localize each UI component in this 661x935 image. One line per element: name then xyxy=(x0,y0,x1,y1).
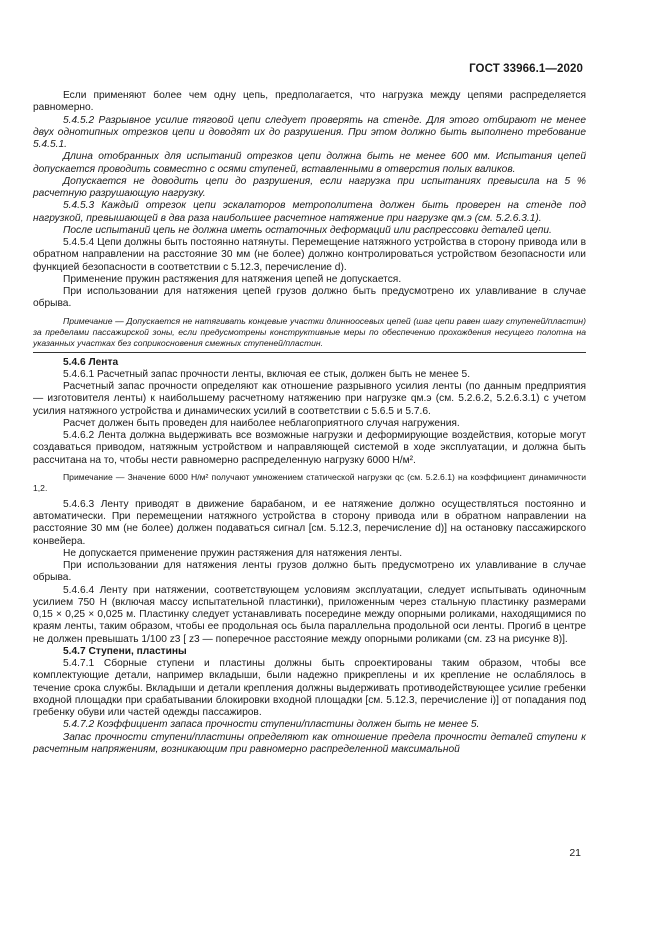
paragraph: Не допускается применение пружин растяжения для натяжения ленты. xyxy=(63,547,403,559)
divider-rule xyxy=(33,352,586,353)
clause-5-4-6-2: 5.4.6.2 Лента должна выдерживать все возможные нагрузки и деформирующие воздействия, которые могут создаваться приводом, натяжным устройством и направляющей системой в ходе эксплуатации, и должна быть рассчитана на то, чтобы нести равномерно распределенную нагрузку 6000 Н/м². xyxy=(33,430,586,466)
paragraph: Если применяют более чем одну цепь, предполагается, что нагрузка между цепями распределяется равномерно. xyxy=(33,90,586,114)
note: Примечание — Допускается не натягивать концевые участки длинноосевых цепей (шаг цепи равен шагу ступеней/пластин) за пределами пассажирской зоны, если предусмотрены конструктивные меры по обеспечению прохождения несущего полотна на указанных участках без соприкосновения смежных ступеней/пластин. xyxy=(33,315,586,348)
paragraph: После испытаний цепь не должна иметь остаточных деформаций или распрессовки деталей цепи. xyxy=(63,224,552,236)
section-heading-steps: 5.4.7 Ступени, пластины xyxy=(63,645,187,657)
clause-5-4-5-4: 5.4.5.4 Цепи должны быть постоянно натянуты. Перемещение натяжного устройства в сторону привода или в обратном направлении на расстояние 30 мм (не более) должно контролироваться устройством безопасности или функцией безопасности в соответствии с 5.12.3, перечисление d). xyxy=(33,237,586,273)
note: Примечание — Значение 6000 Н/м² получают умножением статической нагрузки qс (см. 5.2.6.1) на коэффициент динамичности 1,2. xyxy=(33,471,586,493)
clause-5-4-6-1: 5.4.6.1 Расчетный запас прочности ленты, включая ее стык, должен быть не менее 5. xyxy=(63,368,471,380)
section-heading-lenta: 5.4.6 Лента xyxy=(63,356,119,368)
paragraph: Расчетный запас прочности определяют как отношение разрывного усилия ленты (по данным предприятия — изготовителя ленты) к наибольшему расчетному натяжению при нагрузке qм.э (см. 5.2.6.2, 5.2.6.3.1) с учетом усилия натяжного устройства и динамических усилий в соответствии с 5.6.5 и 5.7.6. xyxy=(33,381,586,417)
paragraph: Применение пружин растяжения для натяжения цепей не допускается. xyxy=(63,273,402,285)
clause-5-4-7-2: 5.4.7.2 Коэффициент запаса прочности ступени/пластины должен быть не менее 5. xyxy=(63,719,480,731)
paragraph: Длина отобранных для испытаний отрезков цепи должна быть не менее 600 мм. Испытания цепей допускается проводить совместно с осями ступеней, вставленными в отверстия полых валиков. xyxy=(33,151,586,175)
clause-5-4-6-4: 5.4.6.4 Ленту при натяжении, соответствующем условиям эксплуатации, следует испытывать одиночным усилием 750 Н (включая массу испытательной пластинки), приложенным через стальную пластинку размерами 0,15 × 0,25 × 0,025 м. Пластинку следует устанавливать посередине между опорными роликами, находящимися по краям ленты, таким образом, чтобы ее продольная ось была параллельна продольной оси ленты. Прогиб в центре не должен превышать 1/100 z3 [ z3 — поперечное расстояние между опорными роликами (см. z3 на рисунке 8)]. xyxy=(33,584,586,645)
paragraph: Допускается не доводить цепи до разрушения, если нагрузка при испытаниях превысила на 5 % расчетную разрушающую нагрузку. xyxy=(33,175,586,199)
clause-5-4-6-3: 5.4.6.3 Ленту приводят в движение барабаном, и ее натяжение должно осуществляться постоянно и автоматически. При перемещении натяжного устройства в сторону привода или в обратном направлении на расстояние 30 мм (не более) должен подаваться сигнал [см. 5.12.3, перечисление d)] на остановку пассажирского конвейера. xyxy=(33,498,586,547)
paragraph: При использовании для натяжения ленты грузов должно быть предусмотрено их улавливание в случае обрыва. xyxy=(33,560,586,584)
paragraph: При использовании для натяжения цепей грузов должно быть предусмотрено их улавливание в случае обрыва. xyxy=(33,286,586,310)
paragraph: Расчет должен быть проведен для наиболее неблагоприятного случая нагружения. xyxy=(63,417,460,429)
page-body xyxy=(33,90,586,756)
paragraph: Запас прочности ступени/пластины определяют как отношение предела прочности деталей ступени к расчетным напряжениям, возникающим при равномерно распределенной максимальной xyxy=(33,731,586,755)
clause-5-4-5-3: 5.4.5.3 Каждый отрезок цепи эскалаторов метрополитена должен быть проверен на стенде под нагрузкой, превышающей в два раза наибольшее расчетное натяжение при нагрузке qм.э (см. 5.2.6.3.1). xyxy=(33,200,586,224)
clause-5-4-5-2: 5.4.5.2 Разрывное усилие тяговой цепи следует проверять на стенде. Для этого отбирают не менее двух однотипных отрезков цепи и доводят их до разрушения. При этом должно быть выполнено требование 5.4.5.1. xyxy=(33,114,586,150)
standard-header: ГОСТ 33966.1—2020 xyxy=(469,63,583,75)
page-number: 21 xyxy=(569,847,581,859)
clause-5-4-7-1: 5.4.7.1 Сборные ступени и пластины должны быть спроектированы таким образом, чтобы все комплектующие детали, например вкладыши, были надежно прикреплены и их крепление не ослаблялось в течение срока службы. Вкладыши и детали крепления должны выдерживать противодействующее усилие гребенки входной площадки при срабатывании блокировки входной площадки [см. 5.12.3, перечисление i)] от попадания под гребенку обуви или частей одежды пассажиров. xyxy=(33,658,586,718)
